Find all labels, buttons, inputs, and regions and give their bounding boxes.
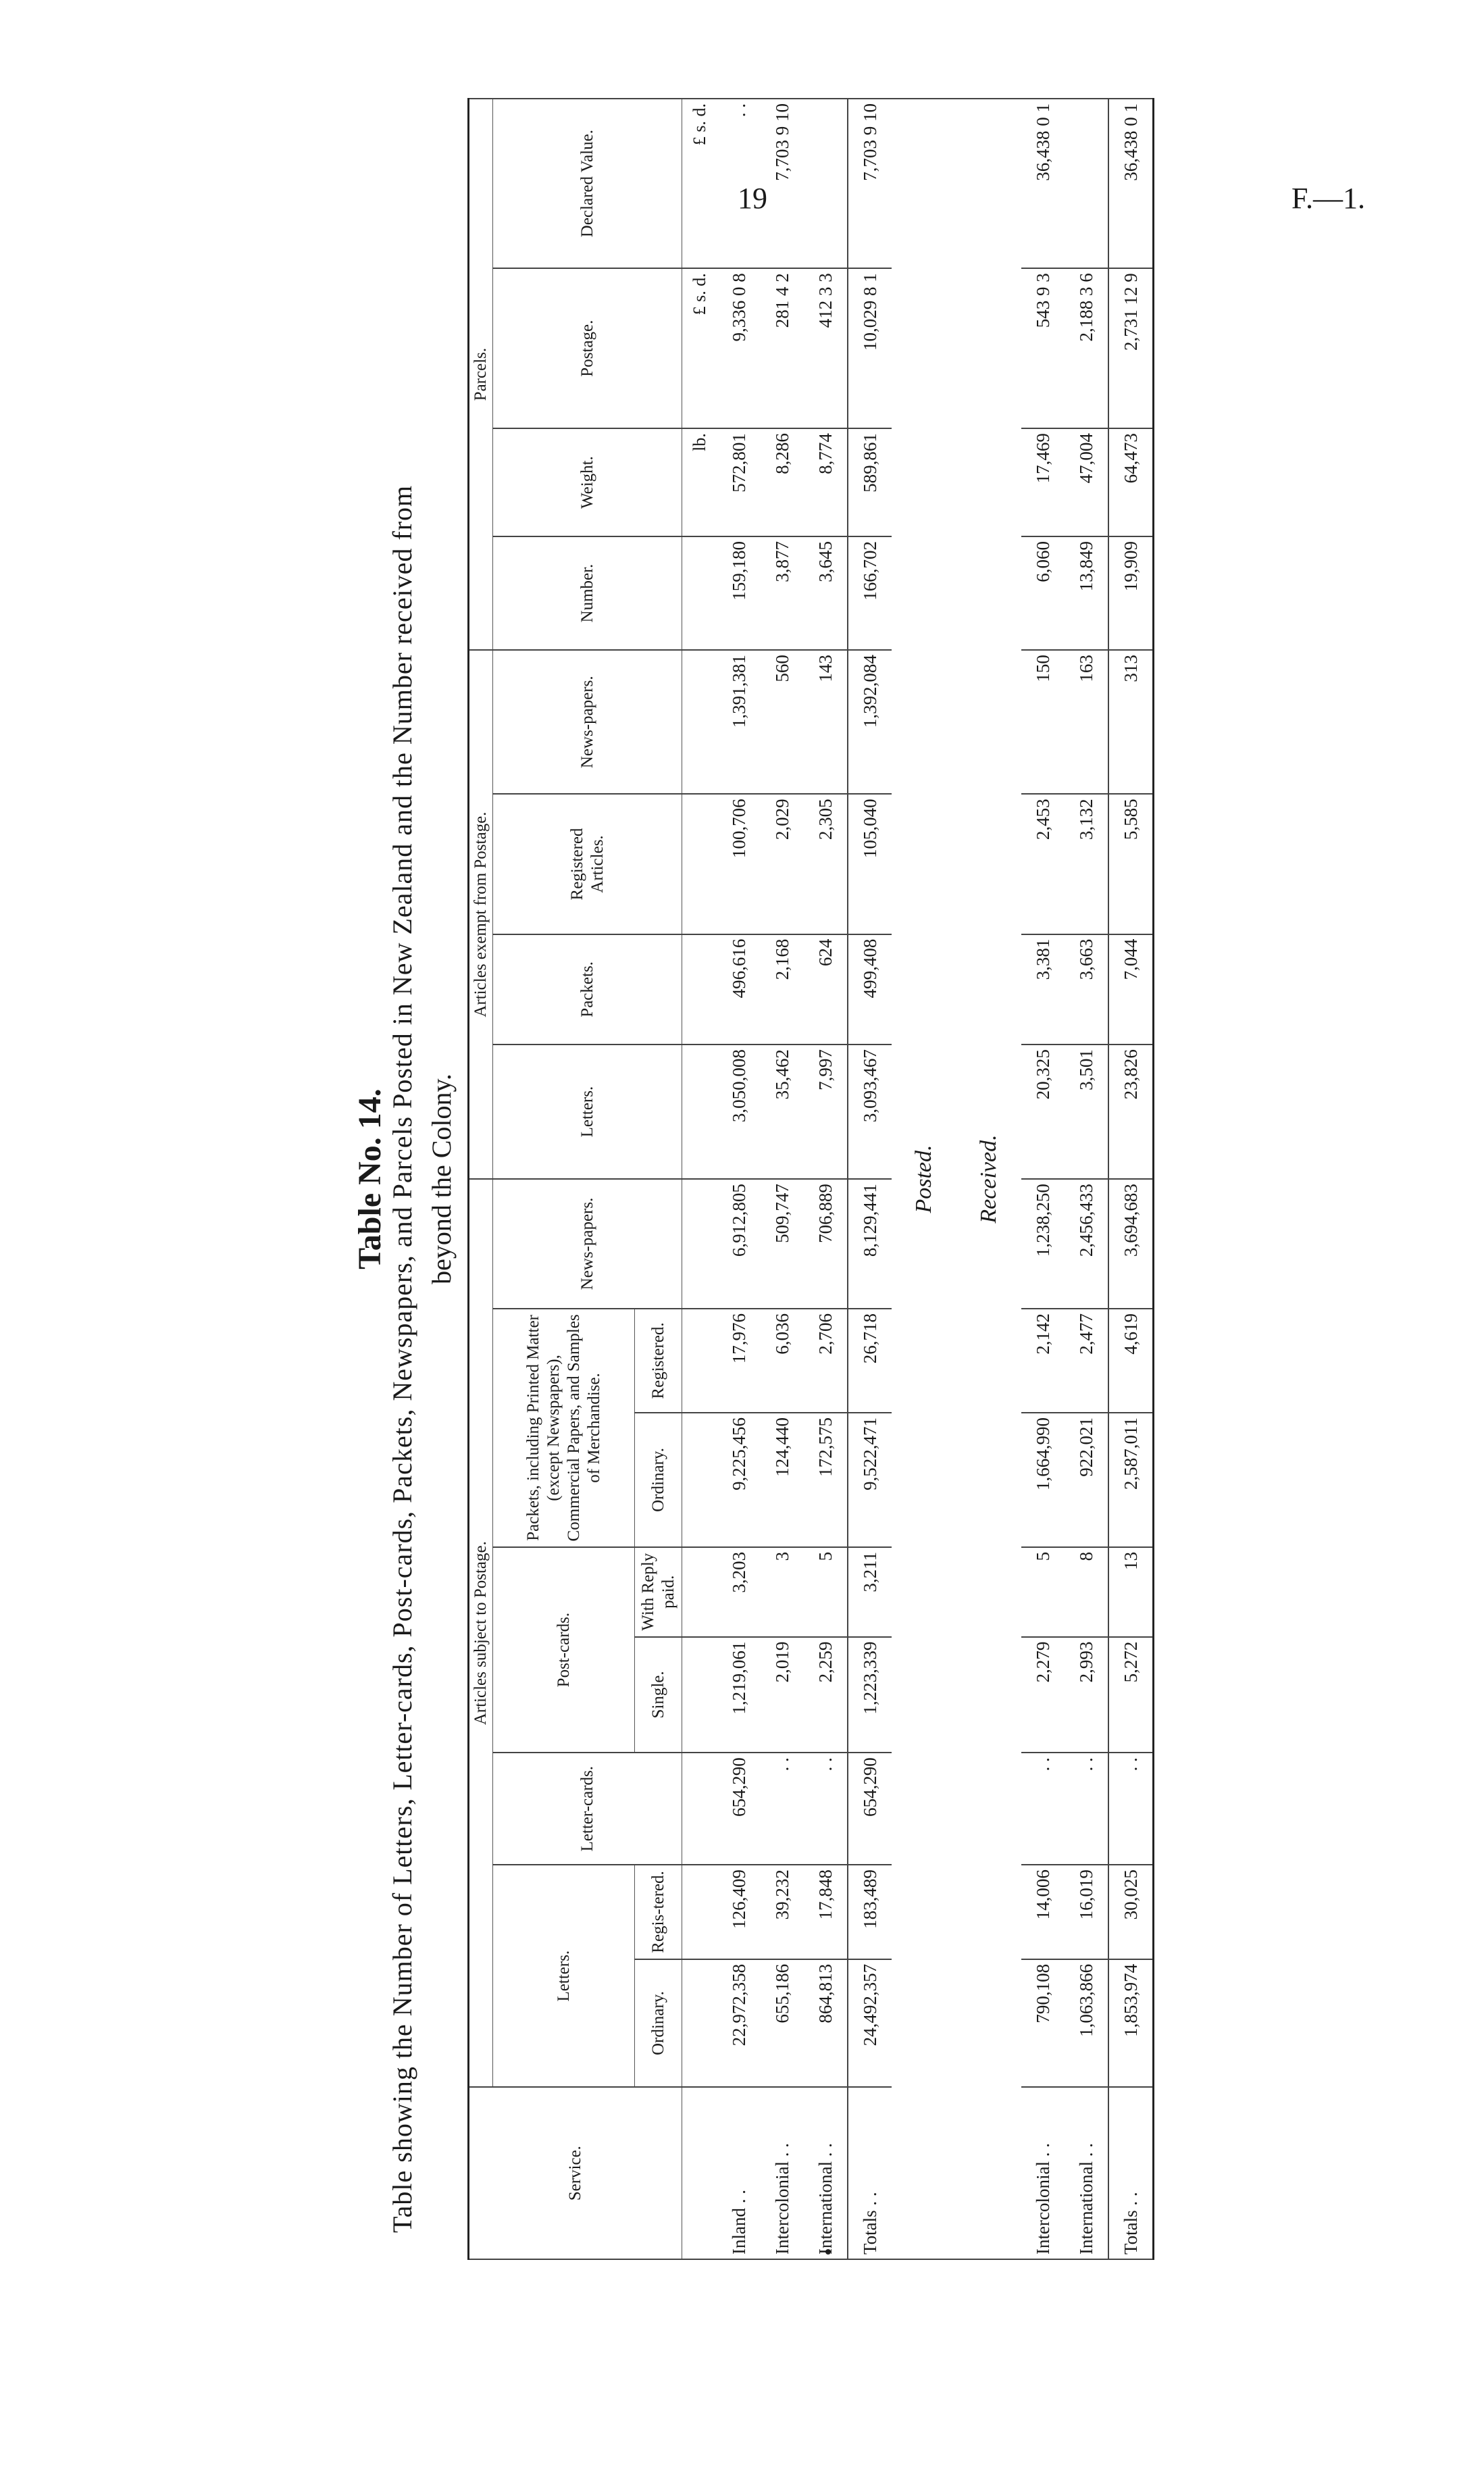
cell-ex-packets: 3,381 xyxy=(1021,934,1065,1045)
cell-par-num: 159,180 xyxy=(717,536,761,650)
cell-declared: 36,438 0 1 xyxy=(1021,99,1065,268)
cell-declared: . . xyxy=(717,99,761,268)
cell-pk-ord: 9,225,456 xyxy=(717,1413,761,1547)
cell-reply: 8 xyxy=(1065,1547,1108,1637)
letters-registered-header: Regis-tered. xyxy=(635,1865,682,1959)
packets-header: Packets, including Printed Matter (except Newspapers), Commercial Papers, and Samples of Merchandise. xyxy=(493,1309,635,1547)
page-number: 19 xyxy=(738,182,767,215)
cell-single: 1,223,339 xyxy=(848,1637,892,1753)
cell-ordinary: 790,108 xyxy=(1021,1959,1065,2088)
table-row xyxy=(717,99,761,2259)
cell-ex-reg: 2,029 xyxy=(761,794,804,934)
cell-news: 2,456,433 xyxy=(1065,1179,1108,1309)
exempt-registered-header: Registered Articles. xyxy=(493,794,682,934)
cell-single: 2,019 xyxy=(761,1637,804,1753)
post-cards-reply-header: With Reply paid. xyxy=(635,1547,682,1637)
section-label: Received. xyxy=(956,99,1021,2259)
cell-news: 6,912,805 xyxy=(717,1179,761,1309)
cell-news: 8,129,441 xyxy=(848,1179,892,1309)
cell-postage: 2,731 12 9 xyxy=(1108,268,1154,428)
cell-ex-reg: 5,585 xyxy=(1108,794,1154,934)
cell-letter-cards: . . xyxy=(761,1753,804,1865)
cell-service: International . . xyxy=(804,2087,848,2259)
cell-ex-reg: 2,305 xyxy=(804,794,848,934)
letter-cards-header: Letter-cards. xyxy=(493,1753,682,1865)
cell-ex-news: 1,391,381 xyxy=(717,650,761,794)
cell-registered: 39,232 xyxy=(761,1865,804,1959)
postage-unit: £ s. d. xyxy=(682,268,718,428)
cell-ex-news: 163 xyxy=(1065,650,1108,794)
cell-letter-cards: . . xyxy=(1065,1753,1108,1865)
table-row xyxy=(1021,99,1065,2259)
cell-pk-ord: 1,664,990 xyxy=(1021,1413,1065,1547)
cell-reply: 5 xyxy=(804,1547,848,1637)
exempt-newspapers-header: News-papers. xyxy=(493,650,682,794)
cell-ex-packets: 7,044 xyxy=(1108,934,1154,1045)
cell-single: 2,259 xyxy=(804,1637,848,1753)
parcels-weight-header: Weight. xyxy=(493,428,682,536)
cell-pk-reg: 26,718 xyxy=(848,1309,892,1413)
cell-reply: 5 xyxy=(1021,1547,1065,1637)
cell-declared: 7,703 9 10 xyxy=(848,99,892,268)
document-code: F.—1. xyxy=(1291,182,1365,215)
cell-ex-news: 150 xyxy=(1021,650,1065,794)
cell-postage: 9,336 0 8 xyxy=(717,268,761,428)
cell-ex-news: 143 xyxy=(804,650,848,794)
cell-letter-cards: . . xyxy=(804,1753,848,1865)
cell-postage: 543 9 3 xyxy=(1021,268,1065,428)
cell-news: 509,747 xyxy=(761,1179,804,1309)
cell-registered: 16,019 xyxy=(1065,1865,1108,1959)
cell-news: 1,238,250 xyxy=(1021,1179,1065,1309)
post-cards-header: Post-cards. xyxy=(493,1547,635,1753)
cell-registered: 14,006 xyxy=(1021,1865,1065,1959)
cell-ex-letters: 35,462 xyxy=(761,1045,804,1179)
cell-ex-packets: 496,616 xyxy=(717,934,761,1045)
cell-reply: 3,211 xyxy=(848,1547,892,1637)
cell-single: 2,993 xyxy=(1065,1637,1108,1753)
packets-ordinary-header: Ordinary. xyxy=(635,1413,682,1547)
exempt-from-postage-header: Articles exempt from Postage. xyxy=(469,650,493,1179)
units-row xyxy=(682,99,718,2259)
cell-pk-ord: 922,021 xyxy=(1065,1413,1108,1547)
cell-ex-reg: 105,040 xyxy=(848,794,892,934)
cell-postage: 10,029 8 1 xyxy=(848,268,892,428)
cell-pk-ord: 2,587,011 xyxy=(1108,1413,1154,1547)
cell-ex-packets: 499,408 xyxy=(848,934,892,1045)
cell-registered: 30,025 xyxy=(1108,1865,1154,1959)
cell-pk-ord: 9,522,471 xyxy=(848,1413,892,1547)
cell-par-wt: 8,286 xyxy=(761,428,804,536)
table-title-continued: beyond the Colony. xyxy=(426,1074,457,1284)
cell-single: 5,272 xyxy=(1108,1637,1154,1753)
cell-registered: 17,848 xyxy=(804,1865,848,1959)
cell-ex-reg: 2,453 xyxy=(1021,794,1065,934)
cell-par-num: 6,060 xyxy=(1021,536,1065,650)
table-row xyxy=(848,99,892,2259)
cell-par-wt: 64,473 xyxy=(1108,428,1154,536)
cell-letter-cards: . . xyxy=(1108,1753,1154,1865)
subject-to-postage-header: Articles subject to Postage. xyxy=(469,1179,493,2087)
cell-ordinary: 655,186 xyxy=(761,1959,804,2088)
cell-declared xyxy=(1065,99,1108,268)
table-title: Table showing the Number of Letters, Letter-cards, Post-cards, Packets, Newspapers, and Parcels Posted in New Zealand and the Number received from xyxy=(387,484,417,2233)
section-label: Posted. xyxy=(892,99,956,2259)
cell-letter-cards: 654,290 xyxy=(848,1753,892,1865)
parcels-postage-header: Postage. xyxy=(493,268,682,428)
cell-declared: 7,703 9 10 xyxy=(761,99,804,268)
declared-unit: £ s. d. xyxy=(682,99,718,268)
cell-pk-ord: 124,440 xyxy=(761,1413,804,1547)
cell-service: Inland . . xyxy=(717,2087,761,2259)
cell-ordinary: 1,853,974 xyxy=(1108,1959,1154,2088)
table-row xyxy=(761,99,804,2259)
cell-pk-reg: 2,706 xyxy=(804,1309,848,1413)
statistics-table xyxy=(467,98,1154,2260)
cell-ex-letters: 23,826 xyxy=(1108,1045,1154,1179)
cell-ex-packets: 2,168 xyxy=(761,934,804,1045)
cell-par-wt: 17,469 xyxy=(1021,428,1065,536)
cell-service: Intercolonial . . xyxy=(761,2087,804,2259)
cell-ex-news: 313 xyxy=(1108,650,1154,794)
cell-ex-letters: 7,997 xyxy=(804,1045,848,1179)
section-row xyxy=(892,99,956,2259)
cell-pk-reg: 2,142 xyxy=(1021,1309,1065,1413)
cell-news: 3,694,683 xyxy=(1108,1179,1154,1309)
cell-ex-letters: 3,501 xyxy=(1065,1045,1108,1179)
weight-unit: lb. xyxy=(682,428,718,536)
cell-par-wt: 589,861 xyxy=(848,428,892,536)
exempt-letters-header: Letters. xyxy=(493,1045,682,1179)
cell-ordinary: 22,972,358 xyxy=(717,1959,761,2088)
cell-par-wt: 572,801 xyxy=(717,428,761,536)
cell-letter-cards: . . xyxy=(1021,1753,1065,1865)
cell-ordinary: 24,492,357 xyxy=(848,1959,892,2088)
parcels-header: Parcels. xyxy=(469,99,493,650)
newspapers-header: News-papers. xyxy=(493,1179,682,1309)
cell-ex-packets: 3,663 xyxy=(1065,934,1108,1045)
post-cards-single-header: Single. xyxy=(635,1637,682,1753)
cell-ex-packets: 624 xyxy=(804,934,848,1045)
cell-service: Totals . . xyxy=(1108,2087,1154,2259)
letters-header: Letters. xyxy=(493,1865,635,2087)
cell-par-num: 166,702 xyxy=(848,536,892,650)
cell-ex-news: 560 xyxy=(761,650,804,794)
table-row xyxy=(1065,99,1108,2259)
cell-postage: 412 3 3 xyxy=(804,268,848,428)
declared-value-header: Declared Value. xyxy=(493,99,682,268)
cell-ex-letters: 3,050,008 xyxy=(717,1045,761,1179)
cell-service: Intercolonial . . xyxy=(1021,2087,1065,2259)
cell-ex-news: 1,392,084 xyxy=(848,650,892,794)
packets-registered-header: Registered. xyxy=(635,1309,682,1413)
cell-registered: 183,489 xyxy=(848,1865,892,1959)
cell-news: 706,889 xyxy=(804,1179,848,1309)
cell-declared xyxy=(804,99,848,268)
table-row xyxy=(1108,99,1154,2259)
cell-ex-letters: 3,093,467 xyxy=(848,1045,892,1179)
cell-single: 1,219,061 xyxy=(717,1637,761,1753)
cell-service: Totals . . xyxy=(848,2087,892,2259)
cell-reply: 3 xyxy=(761,1547,804,1637)
cell-par-num: 3,645 xyxy=(804,536,848,650)
cell-par-wt: 47,004 xyxy=(1065,428,1108,536)
cell-ordinary: 1,063,866 xyxy=(1065,1959,1108,2088)
service-header: Service. xyxy=(469,2087,682,2259)
cell-ordinary: 864,813 xyxy=(804,1959,848,2088)
cell-par-num: 3,877 xyxy=(761,536,804,650)
cell-par-num: 13,849 xyxy=(1065,536,1108,650)
table-row xyxy=(804,99,848,2259)
cell-letter-cards: 654,290 xyxy=(717,1753,761,1865)
cell-ex-reg: 3,132 xyxy=(1065,794,1108,934)
cell-pk-reg: 6,036 xyxy=(761,1309,804,1413)
table-heading: Table No. 14. xyxy=(352,1088,388,1269)
exempt-packets-header: Packets. xyxy=(493,934,682,1045)
letters-ordinary-header: Ordinary. xyxy=(635,1959,682,2088)
cell-par-num: 19,909 xyxy=(1108,536,1154,650)
cell-pk-ord: 172,575 xyxy=(804,1413,848,1547)
section-row xyxy=(956,99,1021,2259)
cell-pk-reg: 17,976 xyxy=(717,1309,761,1413)
cell-single: 2,279 xyxy=(1021,1637,1065,1753)
cell-postage: 281 4 2 xyxy=(761,268,804,428)
cell-pk-reg: 4,619 xyxy=(1108,1309,1154,1413)
cell-reply: 13 xyxy=(1108,1547,1154,1637)
cell-service: International . . xyxy=(1065,2087,1108,2259)
cell-ex-reg: 100,706 xyxy=(717,794,761,934)
cell-postage: 2,188 3 6 xyxy=(1065,268,1108,428)
rotated-table-page xyxy=(351,98,1484,2260)
cell-par-wt: 8,774 xyxy=(804,428,848,536)
cell-registered: 126,409 xyxy=(717,1865,761,1959)
cell-reply: 3,203 xyxy=(717,1547,761,1637)
parcels-number-header: Number. xyxy=(493,536,682,650)
cell-declared: 36,438 0 1 xyxy=(1108,99,1154,268)
cell-pk-reg: 2,477 xyxy=(1065,1309,1108,1413)
cell-ex-letters: 20,325 xyxy=(1021,1045,1065,1179)
